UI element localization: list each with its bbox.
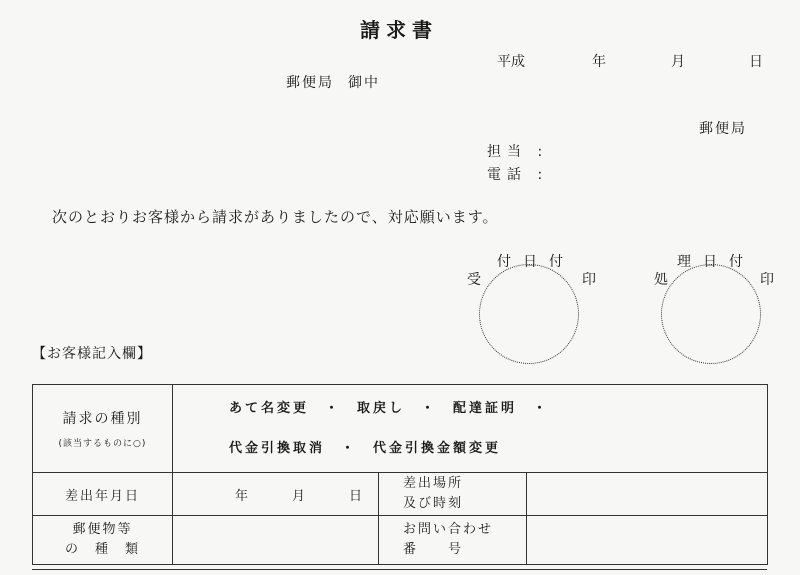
request-form-table bbox=[32, 384, 768, 565]
date-day-label: 日 bbox=[749, 54, 763, 70]
processed-stamp-right: 印 bbox=[760, 272, 774, 288]
processed-stamp-label: 理日付 bbox=[677, 254, 755, 270]
request-type-note: (該当するものに○) bbox=[58, 439, 147, 449]
send-place-label bbox=[379, 473, 527, 516]
send-date-day: 日 bbox=[349, 488, 363, 504]
inquiry-line2: 番 号 bbox=[403, 542, 464, 557]
send-date-field[interactable] bbox=[173, 473, 379, 516]
inquiry-number-label bbox=[379, 516, 527, 565]
mail-type-field[interactable] bbox=[173, 516, 379, 565]
send-date-year: 年 bbox=[235, 488, 249, 504]
received-stamp-left: 受 bbox=[467, 272, 481, 288]
addressee bbox=[286, 72, 380, 92]
send-date-row bbox=[33, 473, 768, 516]
inquiry-line1: お問い合わせ bbox=[403, 522, 494, 537]
processed-stamp-left: 処 bbox=[654, 272, 668, 288]
request-type-label-cell bbox=[33, 385, 173, 473]
date-year-label: 年 bbox=[592, 54, 606, 70]
send-place-line2: 及び時刻 bbox=[403, 496, 464, 511]
phone-label: 電話 : bbox=[487, 167, 549, 183]
addressee-office: 郵便局 bbox=[286, 75, 334, 91]
request-type-options[interactable] bbox=[173, 385, 768, 473]
date-month-label: 月 bbox=[671, 54, 685, 70]
mail-type-row bbox=[33, 516, 768, 565]
received-stamp-label: 付日付 bbox=[497, 254, 575, 270]
send-place-field[interactable] bbox=[527, 473, 768, 516]
send-date-label: 差出年月日 bbox=[33, 473, 173, 516]
addressee-honorific: 御中 bbox=[348, 75, 380, 91]
next-row-border bbox=[32, 569, 767, 570]
received-stamp-right: 印 bbox=[582, 272, 596, 288]
customer-section-label: 【お客様記入欄】 bbox=[32, 346, 152, 362]
date-era: 平成 bbox=[497, 54, 525, 70]
mail-type-label bbox=[33, 516, 173, 565]
inquiry-number-field[interactable] bbox=[527, 516, 768, 565]
sender-office: 郵便局 bbox=[699, 121, 747, 137]
send-date-month: 月 bbox=[292, 488, 306, 504]
intro-text: 次のとおりお客様から請求がありましたので、対応願います。 bbox=[52, 208, 499, 226]
send-place-line1: 差出場所 bbox=[403, 476, 464, 491]
request-options-line1: あて名変更 ・ 取戻し ・ 配達証明 ・ bbox=[229, 400, 550, 416]
mail-type-line1: 郵便物等 bbox=[72, 522, 133, 537]
request-type-row bbox=[33, 385, 768, 473]
request-type-label: 請求の種別 bbox=[62, 411, 143, 427]
mail-type-line2: の 種 類 bbox=[64, 542, 140, 557]
processed-date-stamp-circle bbox=[661, 264, 761, 364]
received-date-stamp-circle bbox=[479, 264, 579, 364]
staff-label: 担当 : bbox=[487, 144, 549, 160]
document-title: 請求書 bbox=[360, 18, 438, 42]
request-options-line2: 代金引換取消 ・ 代金引換金額変更 bbox=[229, 440, 502, 456]
